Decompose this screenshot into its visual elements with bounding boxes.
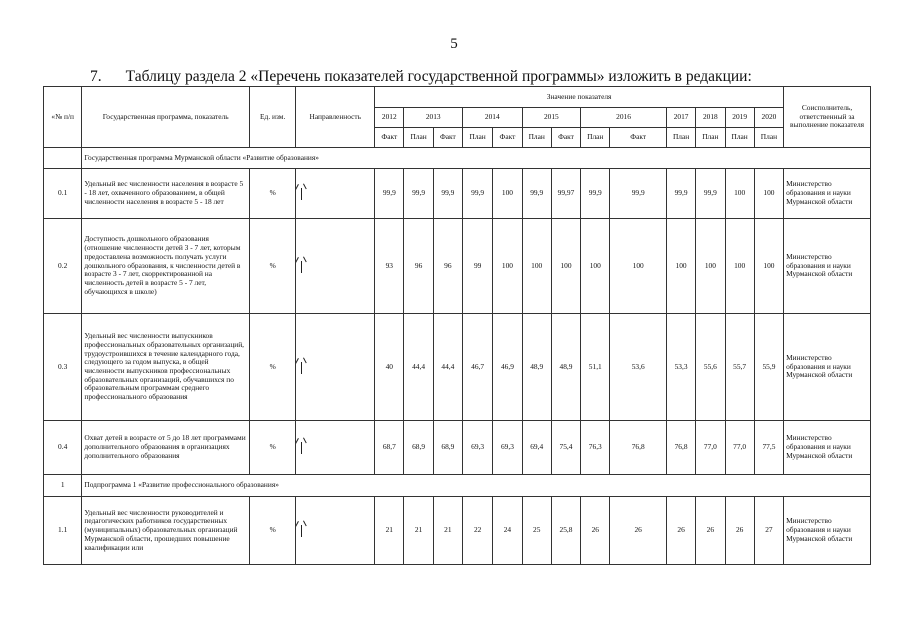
value-cell: 22 (463, 497, 493, 565)
section-heading (90, 68, 752, 86)
value-cell: 99,9 (463, 169, 493, 219)
value-cell: 99,9 (433, 169, 462, 219)
value-cell: 21 (404, 497, 433, 565)
header-sub: План (725, 128, 754, 148)
row-num: 1.1 (44, 497, 82, 565)
header-year: 2012 (375, 108, 404, 128)
value-cell: 100 (551, 219, 580, 314)
responsible: Министерство образования и науки Мурманской области (784, 219, 871, 314)
header-sub: Факт (610, 128, 667, 148)
value-cell: 55,7 (725, 314, 754, 421)
value-cell: 99,9 (581, 169, 610, 219)
responsible: Министерство образования и науки Мурманской области (784, 169, 871, 219)
value-cell: 25 (522, 497, 551, 565)
value-cell: 40 (375, 314, 404, 421)
value-cell: 53,3 (666, 314, 695, 421)
header-sub: План (666, 128, 695, 148)
header-year: 2013 (404, 108, 463, 128)
value-cell: 100 (522, 219, 551, 314)
header-sub: План (522, 128, 551, 148)
header-sub: План (754, 128, 783, 148)
value-cell: 44,4 (433, 314, 462, 421)
value-cell: 21 (375, 497, 404, 565)
header-sub: План (696, 128, 725, 148)
value-cell: 68,9 (404, 421, 433, 475)
header-sub: План (581, 128, 610, 148)
direction-cell (296, 497, 375, 565)
value-cell: 99,9 (375, 169, 404, 219)
header-year: 2015 (522, 108, 581, 128)
value-cell: 51,1 (581, 314, 610, 421)
direction-cell (296, 169, 375, 219)
value-cell: 100 (493, 169, 522, 219)
row-num: 0.4 (44, 421, 82, 475)
value-cell: 99,97 (551, 169, 580, 219)
header-responsible: Соисполнитель, ответственный за выполнение показателя (784, 87, 871, 148)
value-cell: 69,3 (493, 421, 522, 475)
header-year: 2014 (463, 108, 523, 128)
direction-cell (296, 219, 375, 314)
header-sub: Факт (375, 128, 404, 148)
program-title: Государственная программа Мурманской области «Развитие образования» (82, 148, 871, 169)
row-num: 0.3 (44, 314, 82, 421)
header-unit: Ед. изм. (249, 87, 295, 148)
responsible: Министерство образования и науки Мурманской области (784, 314, 871, 421)
header-sub: План (463, 128, 493, 148)
value-cell: 26 (725, 497, 754, 565)
indicators-table (43, 86, 871, 565)
value-cell: 26 (696, 497, 725, 565)
value-cell: 99,9 (404, 169, 433, 219)
value-cell: 68,7 (375, 421, 404, 475)
header-year: 2017 (666, 108, 695, 128)
value-cell: 100 (754, 219, 783, 314)
unit: % (249, 314, 295, 421)
responsible: Министерство образования и науки Мурманской области (784, 497, 871, 565)
header-year: 2020 (754, 108, 783, 128)
heading-text: Таблицу раздела 2 «Перечень показателей государственной программы» изложить в редакции: (125, 68, 752, 85)
value-cell: 25,8 (551, 497, 580, 565)
indicator-name: Удельный вес численности населения в возрасте 5 - 18 лет, охваченного образованием, в общей численности населения в возрасте 5 - 18 лет (82, 169, 250, 219)
up-arrow-icon (298, 438, 304, 454)
value-cell: 44,4 (404, 314, 433, 421)
value-cell: 48,9 (551, 314, 580, 421)
value-cell: 26 (581, 497, 610, 565)
value-cell: 21 (433, 497, 462, 565)
up-arrow-icon (298, 184, 304, 200)
value-cell: 99,9 (522, 169, 551, 219)
header-year: 2016 (581, 108, 667, 128)
responsible: Министерство образования и науки Мурманской области (784, 421, 871, 475)
row-num: 0.2 (44, 219, 82, 314)
header-sub: Факт (551, 128, 580, 148)
unit: % (249, 421, 295, 475)
header-sub: Факт (433, 128, 462, 148)
subprogram-title: Подпрограмма 1 «Развитие профессионального образования» (82, 475, 871, 497)
value-cell: 93 (375, 219, 404, 314)
indicator-name: Удельный вес численности руководителей и педагогических работников государственных (муниципальных) образовательных организаций Мурманской области, прошедших повышение квалификации или (82, 497, 250, 565)
value-cell: 55,6 (696, 314, 725, 421)
value-cell: 96 (433, 219, 462, 314)
value-cell: 99,9 (696, 169, 725, 219)
unit: % (249, 169, 295, 219)
value-cell: 27 (754, 497, 783, 565)
value-cell: 99,9 (610, 169, 667, 219)
value-cell: 69,3 (463, 421, 493, 475)
value-cell: 77,0 (696, 421, 725, 475)
direction-cell (296, 314, 375, 421)
header-year: 2018 (696, 108, 725, 128)
value-cell: 76,8 (610, 421, 667, 475)
value-cell: 96 (404, 219, 433, 314)
value-cell: 26 (610, 497, 667, 565)
header-num: «№ п/п (44, 87, 82, 148)
program-num-cell (44, 148, 82, 169)
indicator-name: Охват детей в возрасте от 5 до 18 лет программами дополнительного образования в организациях дополнительного образования (82, 421, 250, 475)
direction-cell (296, 421, 375, 475)
row-num: 0.1 (44, 169, 82, 219)
value-cell: 100 (666, 219, 695, 314)
value-cell: 26 (666, 497, 695, 565)
header-direction: Направленность (296, 87, 375, 148)
indicator-name: Доступность дошкольного образования (отношение численности детей 3 - 7 лет, которым предоставлена возможность получать услуги дошкольного образования, к численности детей в возрасте 3 - 7 лет, скорректированной на численность детей в возрасте 5 - 7 лет, обучающихся в школе) (82, 219, 250, 314)
value-cell: 68,9 (433, 421, 462, 475)
page-number: 5 (450, 36, 458, 52)
value-cell: 69,4 (522, 421, 551, 475)
header-name: Государственная программа, показатель (82, 87, 250, 148)
value-cell: 100 (696, 219, 725, 314)
value-cell: 100 (610, 219, 667, 314)
value-cell: 46,7 (463, 314, 493, 421)
value-cell: 53,6 (610, 314, 667, 421)
value-cell: 55,9 (754, 314, 783, 421)
value-cell: 24 (493, 497, 522, 565)
unit: % (249, 219, 295, 314)
value-cell: 100 (581, 219, 610, 314)
value-cell: 75,4 (551, 421, 580, 475)
up-arrow-icon (298, 257, 304, 273)
value-cell: 99,9 (666, 169, 695, 219)
indicator-name: Удельный вес численности выпускников профессиональных образовательных организаций, трудоустроившихся в течение календарного года, следующего за годом выпуска, в общей численности выпускников профессиональных образовательных организаций, обучавшихся по образовательным программам среднего профессионального образования (82, 314, 250, 421)
subprogram-num: 1 (44, 475, 82, 497)
value-cell: 76,8 (666, 421, 695, 475)
value-cell: 100 (754, 169, 783, 219)
value-cell: 77,5 (754, 421, 783, 475)
header-sub: Факт (493, 128, 522, 148)
header-year: 2019 (725, 108, 754, 128)
up-arrow-icon (298, 521, 304, 537)
header-values: Значение показателя (375, 87, 784, 108)
value-cell: 100 (725, 169, 754, 219)
value-cell: 99 (463, 219, 493, 314)
unit: % (249, 497, 295, 565)
header-sub: План (404, 128, 433, 148)
value-cell: 48,9 (522, 314, 551, 421)
value-cell: 100 (493, 219, 522, 314)
heading-number: 7. (90, 68, 102, 85)
value-cell: 46,9 (493, 314, 522, 421)
value-cell: 76,3 (581, 421, 610, 475)
value-cell: 77,0 (725, 421, 754, 475)
value-cell: 100 (725, 219, 754, 314)
up-arrow-icon (298, 358, 304, 374)
